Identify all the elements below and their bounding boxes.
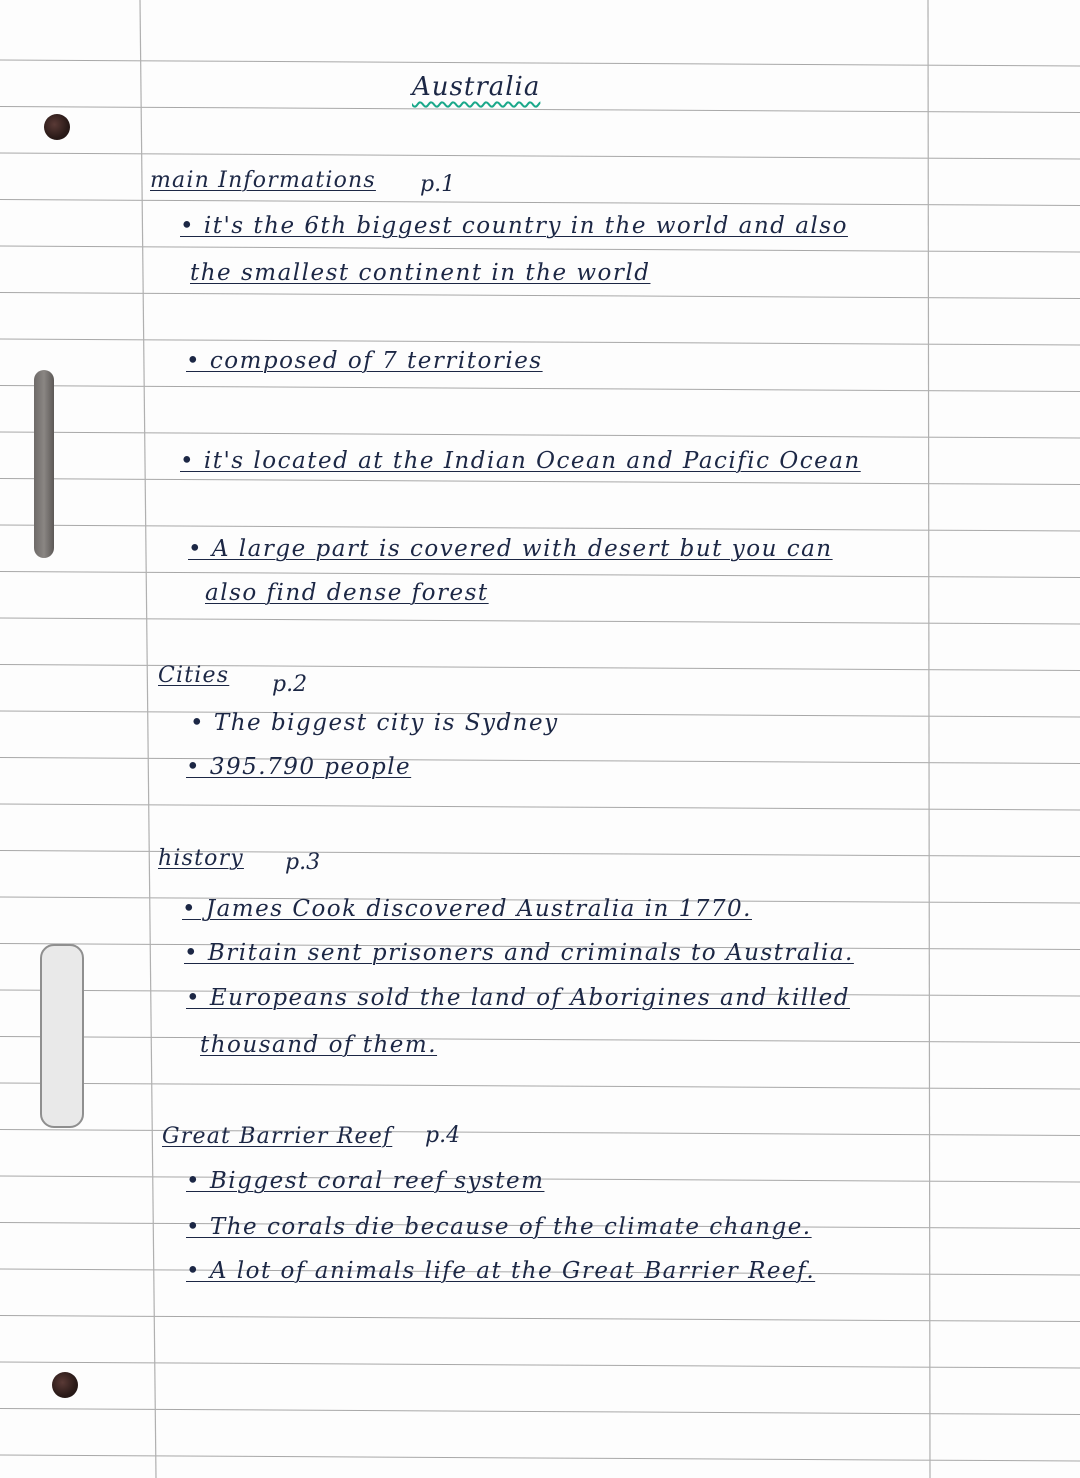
note-line: • it's located at the Indian Ocean and Pacific Ocean [180, 448, 861, 474]
note-line: • Biggest coral reef system [186, 1168, 545, 1194]
left-margin-line [140, 0, 156, 1478]
page-ref-3: p.3 [285, 850, 321, 875]
rule-line [0, 60, 1080, 66]
rule-line [0, 1083, 1080, 1089]
note-line: • Britain sent prisoners and criminals to Australia. [184, 940, 854, 966]
note-line: • 395.790 people [186, 754, 412, 780]
section-heading-history: history [158, 846, 244, 871]
note-line: • Europeans sold the land of Aborigines and killed [186, 985, 850, 1011]
punch-hole-top [44, 114, 70, 140]
note-line: • composed of 7 territories [186, 348, 543, 374]
rule-line [0, 1362, 1080, 1368]
rule-line [0, 200, 1080, 206]
binder-strip-bottom [40, 944, 84, 1128]
note-line: • it's the 6th biggest country in the world and also [180, 213, 848, 239]
rule-line [0, 1316, 1080, 1322]
rule-line [0, 432, 1080, 438]
note-line: the smallest continent in the world [190, 260, 651, 286]
rule-line [0, 525, 1080, 531]
rule-line [0, 339, 1080, 345]
section-heading-main-informations: main Informations [150, 168, 376, 193]
page-ref-4: p.4 [425, 1123, 461, 1148]
note-line: • A lot of animals life at the Great Barrier Reef. [186, 1258, 816, 1284]
rule-line [0, 1037, 1080, 1043]
rule-line [0, 107, 1080, 113]
rule-line [0, 1409, 1080, 1415]
right-margin-line [928, 0, 930, 1478]
note-line: also find dense forest [205, 580, 489, 606]
note-line: thousand of them. [200, 1032, 438, 1058]
note-line: • The corals die because of the climate change. [186, 1214, 812, 1240]
rule-line [0, 479, 1080, 485]
rule-line [0, 1455, 1080, 1461]
rule-line [0, 572, 1080, 578]
rule-line [0, 153, 1080, 159]
binder-strip-top [34, 370, 54, 558]
rule-line [0, 758, 1080, 764]
section-heading-cities: Cities [158, 663, 230, 688]
rule-line [0, 386, 1080, 392]
note-line: • A large part is covered with desert but you can [188, 536, 833, 562]
note-line: • James Cook discovered Australia in 1770. [182, 896, 752, 922]
page-title: Australia [412, 72, 541, 102]
section-heading-great-barrier-reef: Great Barrier Reef [162, 1124, 393, 1149]
punch-hole-bottom [52, 1372, 78, 1398]
rule-line [0, 804, 1080, 810]
rule-line [0, 618, 1080, 624]
page-ref-2: p.2 [272, 672, 308, 697]
page-ref-1: p.1 [420, 172, 456, 197]
note-line: • The biggest city is Sydney [190, 710, 559, 736]
rule-line [0, 246, 1080, 252]
rule-line [0, 293, 1080, 299]
